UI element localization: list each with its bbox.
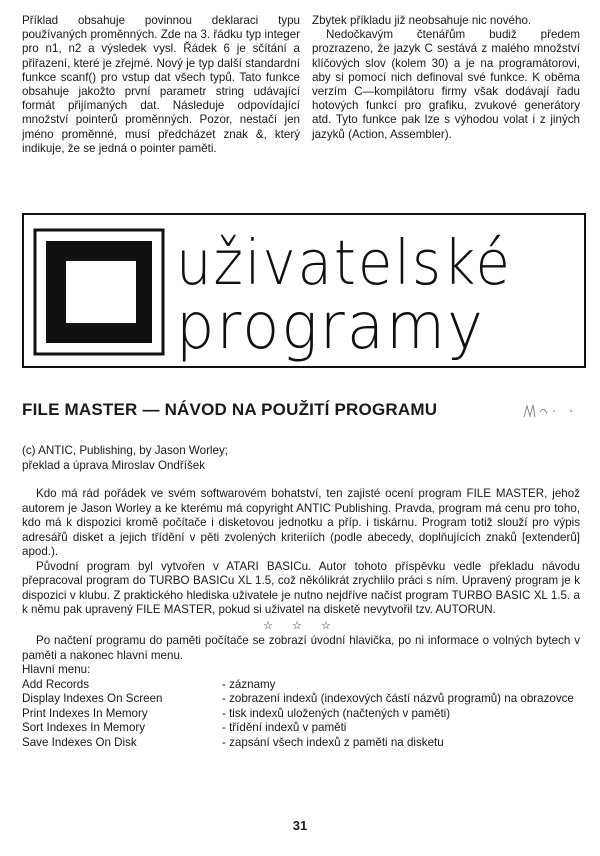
article-paragraph-2: Původní program byl vytvořen v ATARI BASICu. Autor tohoto příspěvku vedle překladu návodu přepracoval program do TURBO BASICu XL 1.5, což někólikrát zrychlilo práci s ním. Upravený program je k dispozici v klubu. Z praktického hlediska uživatele je nutno nejdříve načíst program TURBO BASIC XL 1.5. a k němu pak upravený FILE MASTER, pokud si uživatel na disketě nevytvořil tzv. AUTORUN. [22, 559, 580, 616]
article-title: FILE MASTER — NÁVOD NA POUŽITÍ PROGRAMU [22, 400, 438, 419]
menu-description: - zapsání všech indexů z paměti na disketu [222, 735, 444, 749]
menu-description: - třídění indexů v paměti [222, 721, 347, 734]
banner-title-line-2: programy [176, 289, 486, 365]
menu-option: Print Indexes In Memory [22, 706, 148, 720]
menu-description: - záznamy [222, 677, 276, 691]
right-column-paragraph-1: Zbytek příkladu již neobsahuje nic nového. [312, 14, 532, 27]
credit-line-author: (c) ANTIC, Publishing, by Jason Worley; [22, 444, 228, 457]
menu-description: - tisk indexů uložených (načtených v paměti) [222, 706, 451, 720]
page-number: 31 [292, 818, 308, 833]
menu-option: Add Records [22, 677, 90, 691]
credit-line-translator: překlad a úprava Miroslav Ondříšek [22, 459, 206, 472]
section-separator-stars: ☆ ☆ ☆ [263, 619, 339, 632]
section-banner [22, 213, 586, 368]
left-column [22, 14, 300, 156]
article-paragraph-3: Po načtení programu do paměti počítače se zobrazí úvodní hlavička, po ni informace o volných bytech v paměti a nakonec hlavní menu. [22, 634, 580, 662]
article-credits [22, 443, 582, 473]
left-column-paragraph: Příklad obsahuje povinnou deklaraci typu používaných proměnných. Zde na 3. řádku typ integer pro n1, n2 a výsledek vysl. Řádek 6 je sčítání a přiřazení, které je zřejmé. Nový je typ další standardní funkce scanf() pro vstup dat všech typů. Tato funkce obsahuje jakožto první parametr string udávající formát přijímaných dat. Následuje odpovídající množství pointerů proměnných. Pozor, nestačí jen jméno proměnné, musí předcházet znak &, který indikuje, že se jedná o pointer paměti. [22, 14, 300, 155]
menu-option: Display Indexes On Screen [22, 692, 163, 705]
article-body [22, 487, 580, 750]
right-column-paragraph-2: Nedočkavým čtenářům budiž předem prozrazeno, že jazyk C sestává z malého množství klíčových slov (kolem 30) a je na programátorovi, aby si pomocí nich definoval své funkce. K oběma verzím C—kompilátoru firmy však dodávají řadu hotových funkcí pro grafiku, zvukové generátory atd. Tyto funkce pak lze s výhodou volat i z jiných jazyků (Action, Assembler). [312, 28, 580, 141]
banner-title-line-1: uživatelské [176, 227, 512, 300]
menu-item [22, 736, 580, 751]
menu-option: Sort Indexes In Memory [22, 721, 146, 734]
article-paragraph-1: Kdo má rád pořádek ve svém softwarovém bohatství, ten zajisté ocení program FILE MASTER, jehož autorem je Jason Worley a ke kterému má copyright ANTIC Publishing. Pravda, program má cenu pro toho, kdo má k dispozici kromě počítače i disketovou jednotku a příp. i tiskárnu. Program totiž slouží pro výpis adresářů disket a jejich třídění v pěti zvolených kriteriích (podle abecedy, doplňujících znaků [extenderů] apod.). [22, 487, 580, 558]
menu-item [22, 707, 580, 722]
menu-heading: Hlavní menu: [22, 663, 91, 676]
menu-description: - zobrazení indexů (indexových částí názvů programů) na obrazovce [222, 692, 574, 705]
handwritten-mark [520, 402, 580, 420]
right-column [312, 14, 580, 142]
menu-item [22, 692, 580, 707]
section-logo-icon [32, 227, 166, 357]
menu-list [22, 678, 580, 751]
menu-option: Save Indexes On Disk [22, 735, 137, 749]
menu-item [22, 678, 580, 693]
menu-item [22, 721, 580, 736]
